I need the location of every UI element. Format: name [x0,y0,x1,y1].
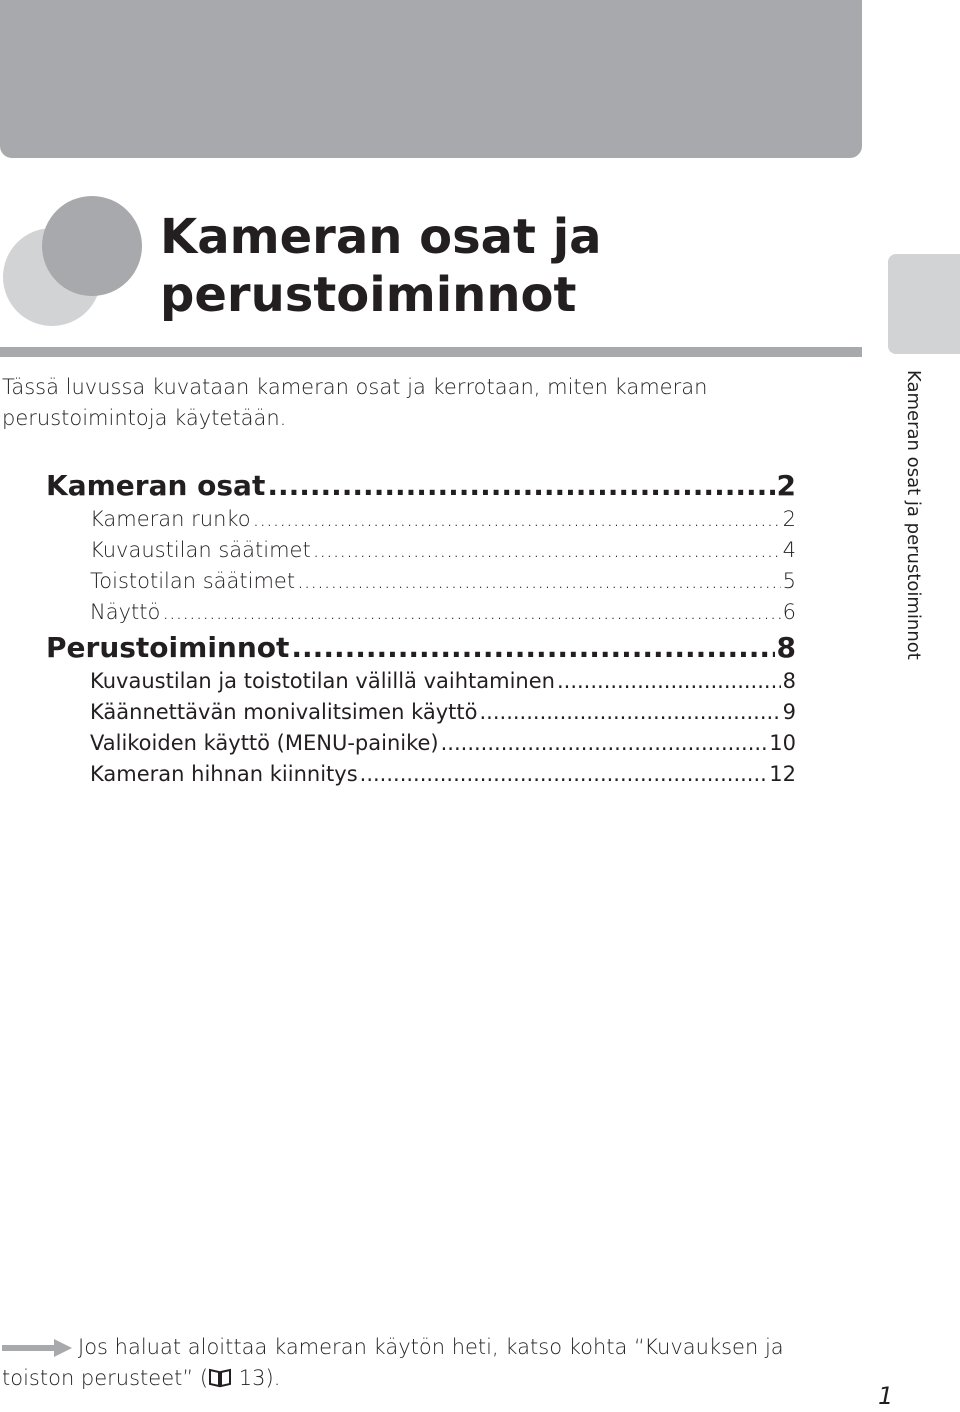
toc-label: Kuvaustilan ja toistotilan välillä vaihtaminen [90,669,555,693]
header-band [0,0,862,158]
toc-page: 2 [782,507,796,531]
toc-page: 6 [782,600,796,624]
toc-leader [267,468,774,504]
toc-page: 8 [776,631,796,664]
toc-leader [297,566,781,597]
chapter-title-line-1: Kameran osat ja [160,209,602,265]
title-rule [0,347,862,357]
toc-page: 8 [782,669,796,693]
toc-leader [253,504,781,535]
toc-leader [480,697,781,728]
toc-label: Näyttö [90,600,161,624]
toc-entry-hihnan-kiinnitys[interactable] [90,759,796,790]
toc-label: Käännettävän monivalitsimen käyttö [90,700,478,724]
toc-label: Kameran osat [46,469,266,502]
toc-page: 4 [782,538,796,562]
chapter-side-label: Kameran osat ja perustoiminnot [903,370,924,660]
toc-page: 5 [782,569,796,593]
note-page-ref: 13). [232,1366,281,1390]
toc-label: Kuvaustilan säätimet [90,538,311,562]
toc-page: 10 [769,731,796,755]
toc-entry-toistotilan-saatimet[interactable] [90,566,796,597]
intro-paragraph: Tässä luvussa kuvataan kameran osat ja kerrotaan, miten kameran perustoimintoja käytetään. [2,375,708,430]
note-text: Jos haluat aloittaa kameran käytön heti, katso kohta “Kuvauksen ja toiston perusteet” ( [2,1335,784,1390]
toc-entry-kuvaustilan-saatimet[interactable] [90,535,796,566]
toc-entry-naytto[interactable] [90,597,796,628]
toc-label: Toistotilan säätimet [90,569,296,593]
toc-entry-monivalitsin[interactable] [90,697,796,728]
toc-leader [557,666,781,697]
arrow-icon [2,1339,72,1357]
toc-label: Valikoiden käyttö (MENU-painike) [90,731,439,755]
chapter-side-tab[interactable] [888,254,960,354]
toc-page: 9 [782,700,796,724]
toc-page: 12 [769,762,796,786]
chapter-title-line-2: perustoiminnot [160,267,577,323]
chapter-title [160,208,602,324]
toc-leader [313,535,781,566]
toc-label: Kameran hihnan kiinnitys [90,762,358,786]
toc-entry-kameran-osat[interactable] [46,468,796,504]
quick-start-note [2,1332,822,1394]
toc-entry-tilan-vaihtaminen[interactable] [90,666,796,697]
toc-label: Kameran runko [90,507,251,531]
toc-leader [291,630,774,666]
table-of-contents [46,466,796,790]
toc-entry-valikoiden-kaytto[interactable] [90,728,796,759]
decor-circle-dark [42,196,142,296]
toc-label: Perustoiminnot [46,631,290,664]
toc-entry-perustoiminnot[interactable] [46,630,796,666]
toc-leader [162,597,780,628]
toc-entry-kameran-runko[interactable] [90,504,796,535]
toc-leader [441,728,768,759]
page-number: 1 [878,1382,894,1410]
toc-page: 2 [776,469,796,502]
toc-leader [360,759,768,790]
book-icon [208,1368,232,1388]
